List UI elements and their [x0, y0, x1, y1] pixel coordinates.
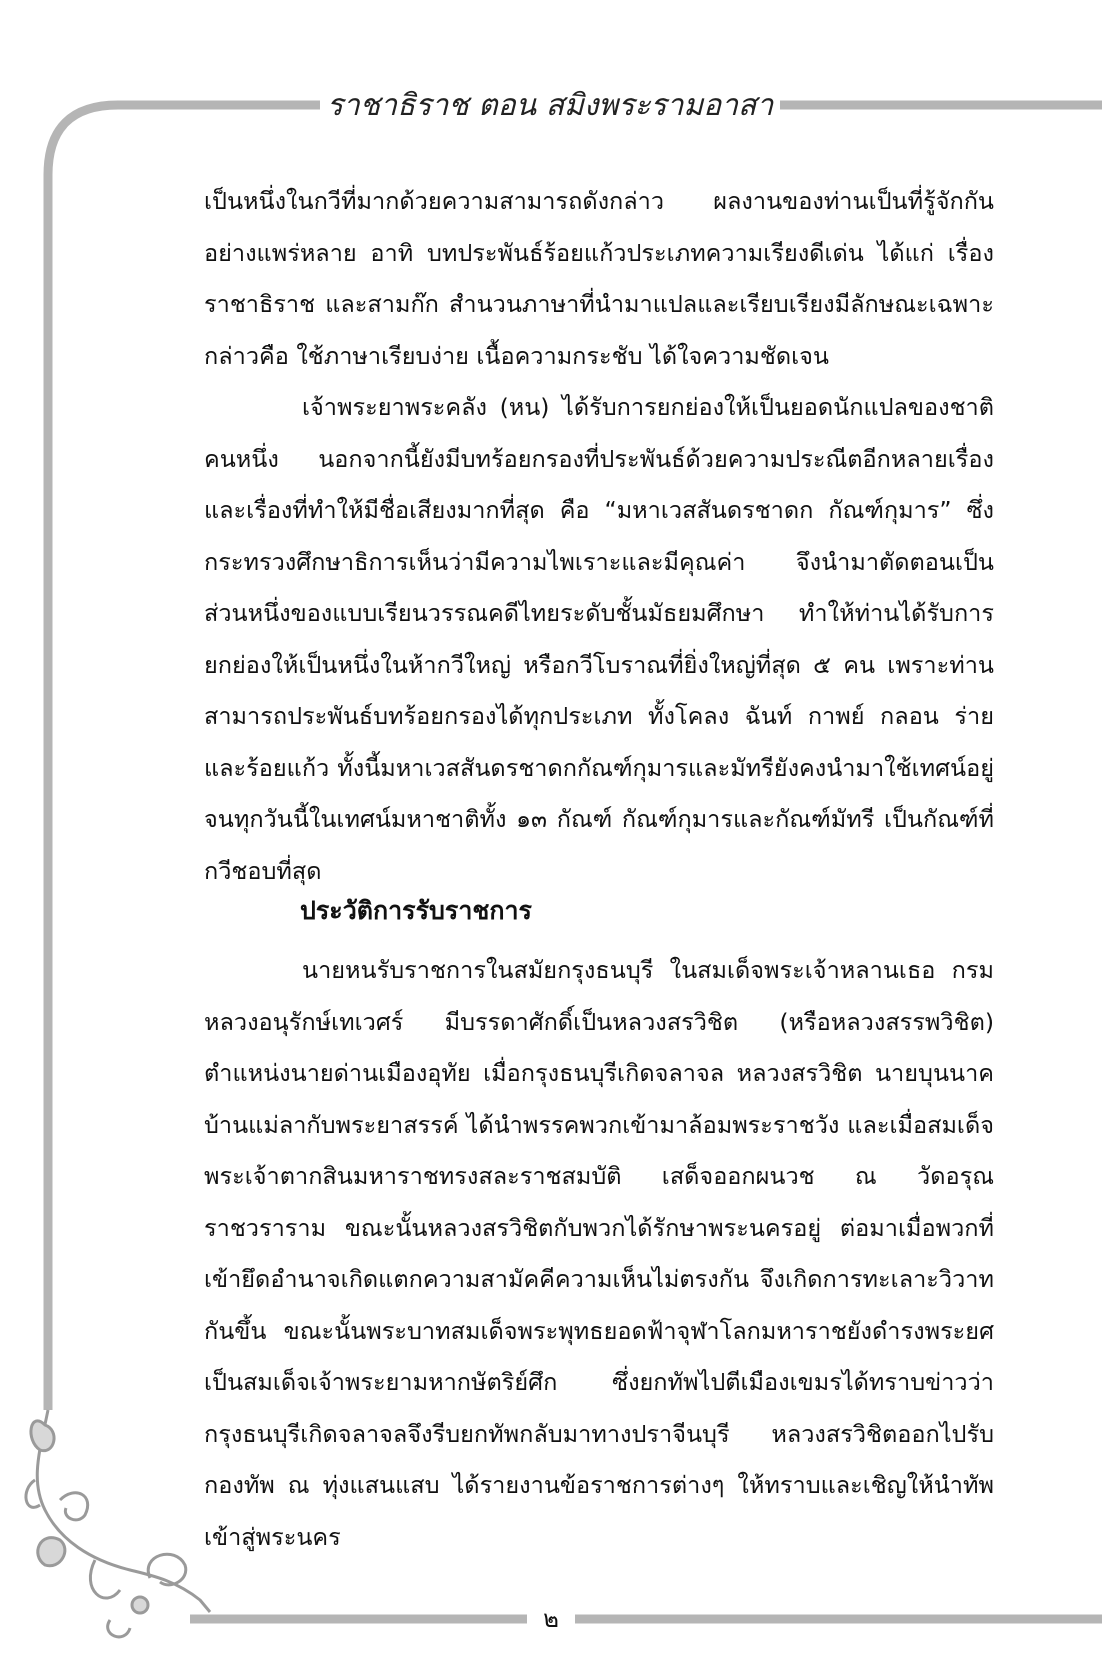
- running-header-title: ราชาธิราช ตอน สมิงพระรามอาสา: [320, 84, 780, 128]
- paragraph-continued: เป็นหนึ่งในกวีที่มากด้วยความสามารถดังกล่าว ผลงานของท่านเป็นที่รู้จักกันอย่างแพร่หลาย อาทิ บทประพันธ์ร้อยแก้วประเภทความเรียงดีเด่น ได้แก่ เรื่อง ราชาธิราช และสามก๊ก สำนวนภาษาที่นำมาแปลและเรียบเรียงมีลักษณะเฉพาะ กล่าวคือ ใช้ภาษาเรียบง่าย เนื้อความกระชับ ได้ใจความชัดเจน: [204, 187, 994, 370]
- floral-ornament-icon: [26, 1410, 210, 1637]
- paragraph-service-history: นายหนรับราชการในสมัยกรุงธนบุรี ในสมเด็จพระเจ้าหลานเธอ กรมหลวงอนุรักษ์เทเวศร์ มีบรรดาศักดิ์เป็นหลวงสรวิชิต (หรือหลวงสรรพวิชิต) ตำแหน่งนายด่านเมืองอุทัย เมื่อกรุงธนบุรีเกิดจลาจล หลวงสรวิชิต นายบุนนาค บ้านแม่ลากับพระยาสรรค์ ได้นำพรรคพวกเข้ามาล้อมพระราชวัง และเมื่อสมเด็จพระเจ้าตากสินมหาราชทรงสละราชสมบัติ เสด็จออกผนวช ณ วัดอรุณราชวราราม ขณะนั้นหลวงสรวิชิตกับพวกได้รักษาพระนครอยู่ ต่อมาเมื่อพวกที่เข้ายึดอำนาจเกิดแตกความสามัคคีความเห็นไม่ตรงกัน จึงเกิดการทะเลาะวิวาทกันขึ้น ขณะนั้นพระบาทสมเด็จพระพุทธยอดฟ้าจุฬาโลกมหาราชยังดำรงพระยศเป็นสมเด็จเจ้าพระยามหากษัตริย์ศึก ซึ่งยกทัพไปตีเมืองเขมรได้ทราบข่าวว่ากรุงธนบุรีเกิดจลาจลจึงรีบยกทัพกลับมาทางปราจีนบุรี หลวงสรวิชิตออกไปรับกองทัพ ณ ทุ่งแสนแสบ ได้รายงานข้อราชการต่างๆ ให้ทราบและเชิญให้นำทัพเข้าสู่พระนคร: [204, 956, 994, 1551]
- body-text-upper: [204, 176, 994, 897]
- paragraph-translator: เจ้าพระยาพระคลัง (หน) ได้รับการยกย่องให้เป็นยอดนักแปลของชาติคนหนึ่ง นอกจากนี้ยังมีบทร้อยกรองที่ประพันธ์ด้วยความประณีตอีกหลายเรื่อง และเรื่องที่ทำให้มีชื่อเสียงมากที่สุด คือ “มหาเวสสันดรชาดก กัณฑ์กุมาร” ซึ่งกระทรวงศึกษาธิการเห็นว่ามีความไพเราะและมีคุณค่า จึงนำมาตัดตอนเป็นส่วนหนึ่งของแบบเรียนวรรณคดีไทยระดับชั้นมัธยมศึกษา ทำให้ท่านได้รับการยกย่องให้เป็นหนึ่งในห้ากวีใหญ่ หรือกวีโบราณที่ยิ่งใหญ่ที่สุด ๕ คน เพราะท่านสามารถประพันธ์บทร้อยกรองได้ทุกประเภท ทั้งโคลง ฉันท์ กาพย์ กลอน ร่าย และร้อยแก้ว ทั้งนี้มหาเวสสันดรชาดกกัณฑ์กุมารและมัทรียังคงนำมาใช้เทศน์อยู่จนทุกวันนี้ในเทศน์มหาชาติทั้ง ๑๓ กัณฑ์ กัณฑ์กุมารและกัณฑ์มัทรี เป็นกัณฑ์ที่กวีชอบที่สุด: [204, 393, 994, 885]
- body-text-lower: [204, 945, 994, 1563]
- page-number: ๒: [527, 1601, 575, 1637]
- section-heading: ประวัติการรับราชการ: [300, 896, 532, 925]
